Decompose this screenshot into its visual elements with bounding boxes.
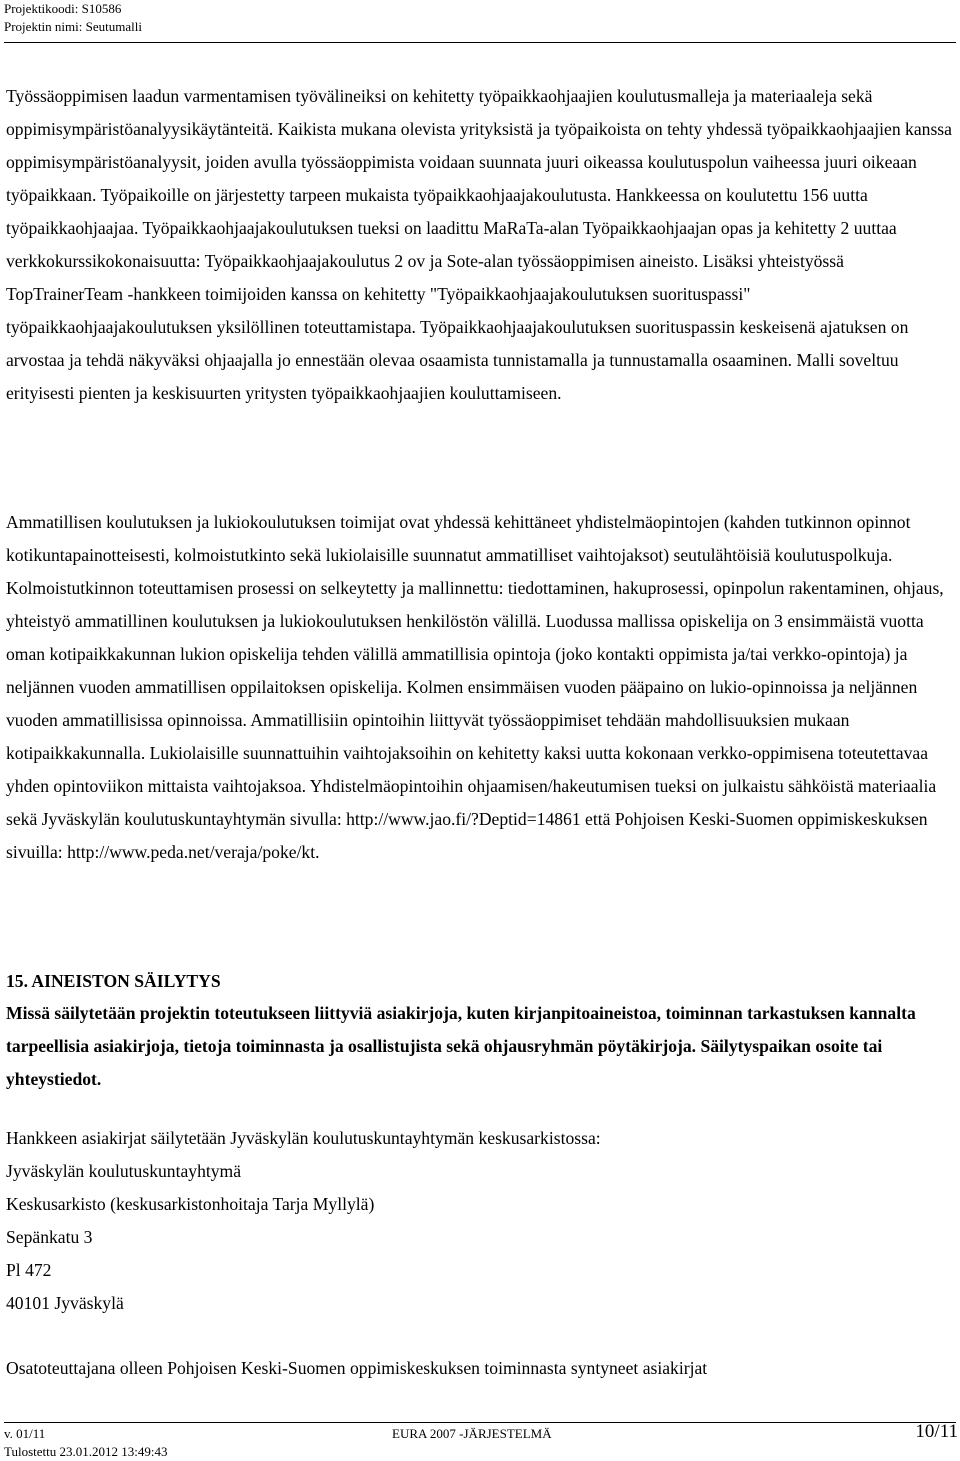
address-line: 40101 Jyväskylä [6, 1293, 124, 1313]
project-name: Projektin nimi: Seutumalli [4, 19, 142, 34]
body-paragraph-1: Työssäoppimisen laadun varmentamisen työvälineiksi on kehitetty työpaikkaohjaajien koulutusmalleja ja materiaaleja sekä oppimisympäristöanalyysikäytänteitä. Kaikista mukana olevista yrityksistä ja työpaikoista on tehty yhdessä työpaikkaohjaajien kanssa oppimisympäristöanalyysit, joiden avulla työssäoppimista voidaan suunnata juuri oikeassa koulutuspolun vaiheessa juuri oikeaan työpaikkaan. Työpaikoille on järjestetty tarpeen mukaista työpaikkaohjaajakoulutusta. Hankkeessa on koulutettu 156 uutta työpaikkaohjaajaa. Työpaikkaohjaajakoulutuksen tueksi on laadittu MaRaTa-alan Työpaikkaohjaajan opas ja kehitetty 2 uuttaa verkkokurssikokonaisuutta: Työpaikkaohjaajakoulutus 2 ov ja Sote-alan työssäoppimisen aineisto. Lisäksi yhteistyössä TopTrainerTeam -hankkeen toimijoiden kanssa on kehitetty "Työpaikkaohjaajakoulutuksen suorituspassi" työpaikkaohjaajakoulutuksen yksilöllinen toteuttamistapa. Työpaikkaohjaajakoulutuksen suorituspassin keskeisenä ajatuksen on arvostaa ja tehdä näkyväksi ohjaajalla jo ennestään olevaa osaamista tunnistamalla ja tunnustamalla osaaminen. Malli soveltuu erityisesti pienten ja keskisuurten yritysten työpaikkaohjaajien kouluttamiseen. [6, 86, 952, 403]
address-line: Sepänkatu 3 [6, 1227, 93, 1247]
address-line: Hankkeen asiakirjat säilytetään Jyväskylän koulutuskuntayhtymän keskusarkistossa: [6, 1128, 601, 1148]
footer-meta [4, 1425, 167, 1461]
closing-line: Osatoteuttajana olleen Pohjoisen Keski-Suomen oppimiskeskuksen toiminnasta syntyneet asiakirjat [6, 1358, 708, 1378]
section-heading: 15. AINEISTON SÄILYTYS [6, 971, 221, 991]
storage-address [6, 1122, 601, 1320]
body-paragraph-2: Ammatillisen koulutuksen ja lukiokoulutuksen toimijat ovat yhdessä kehittäneet yhdistelmäopintojen (kahden tutkinnon opinnot kotikuntapainotteisesti, kolmoistutkinto sekä lukiolaisille suunnatut ammatilliset vaihtojaksot) seutulähtöisiä koulutuspolkuja. Kolmoistutkinnon toteuttamisen prosessi on selkeytetty ja mallinnettu: tiedottaminen, hakuprosessi, opinpolun rakentaminen, ohjaus, yhteistyö ammatillinen koulutuksen ja lukiokoulutuksen henkilöstön välillä. Luodussa mallissa opiskelija on 3 ensimmäistä vuotta oman kotipaikkakunnan lukion opiskelija tehden välillä ammatillisia opintoja (joko kontakti oppimista ja/tai verkko-opintoja) ja neljännen vuoden ammatillisen oppilaitoksen opiskelija. Kolmen ensimmäisen vuoden pääpaino on lukio-opinnoissa ja neljännen vuoden ammatillisissa opinnoissa. Ammatillisiin opintoihin liittyvät työssäoppimiset tehdään mahdollisuuksien mukaan kotipaikkakunnalla. Lukiolaisille suunnattuihin vaihtojaksoihin on kehitetty kaksi uutta kokonaan verkko-oppimisena toteutettavaa yhden opintoviikon mittaista vaihtojaksoa. Yhdistelmäopintoihin ohjaamisen/hakeutumisen tueksi on julkaistu sähköistä materiaalia sekä Jyväskylän koulutuskuntayhtymän sivulla: http://www.jao.fi/?Deptid=14861 että Pohjoisen Keski-Suomen oppimiskeskuksen sivuilla: http://www.peda.net/veraja/poke/kt. [6, 512, 944, 862]
address-line: Keskusarkisto (keskusarkistonhoitaja Tarja Myllylä) [6, 1194, 375, 1214]
document-header [4, 0, 142, 36]
footer-version: v. 01/11 [4, 1426, 46, 1441]
header-divider [4, 42, 956, 43]
address-line: Pl 472 [6, 1260, 52, 1280]
project-code: Projektikoodi: S10586 [4, 1, 122, 16]
footer-system: EURA 2007 -JÄRJESTELMÄ [392, 1426, 552, 1441]
section-question: Missä säilytetään projektin toteutukseen liittyviä asiakirjoja, kuten kirjanpitoaineistoa, toiminnan tarkastuksen kannalta tarpeellisia asiakirjoja, tietoja toiminnasta ja osallistujista sekä ohjausryhmän pöytäkirjoja. Säilytyspaikan osoite tai yhteystiedot. [6, 1003, 916, 1089]
address-line: Jyväskylän koulutuskuntayhtymä [6, 1161, 242, 1181]
footer-printed: Tulostettu 23.01.2012 13:49:43 [4, 1444, 168, 1459]
footer-divider [4, 1422, 956, 1423]
page-number: 10/11 [915, 1421, 958, 1442]
